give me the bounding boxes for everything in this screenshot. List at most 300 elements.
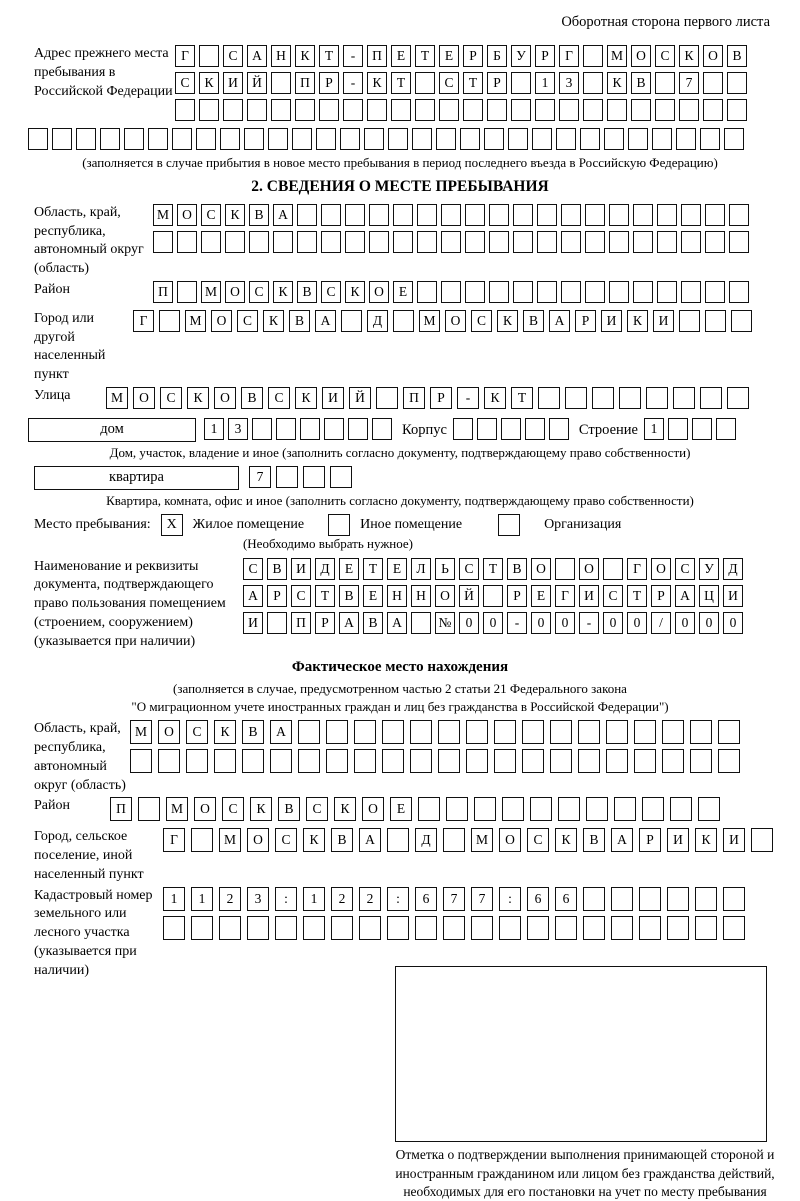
char-box[interactable]: В	[249, 204, 269, 226]
char-box[interactable]	[201, 231, 221, 253]
char-box[interactable]: -	[457, 387, 479, 409]
char-box[interactable]	[690, 720, 712, 744]
char-box[interactable]	[662, 749, 684, 773]
char-box[interactable]	[438, 749, 460, 773]
char-box[interactable]	[513, 281, 533, 303]
char-box[interactable]	[465, 231, 485, 253]
char-box[interactable]	[494, 720, 516, 744]
char-box[interactable]	[646, 387, 668, 409]
char-box[interactable]	[535, 99, 555, 121]
char-box[interactable]: №	[435, 612, 455, 634]
char-box[interactable]: В	[242, 720, 264, 744]
char-box[interactable]: Р	[267, 585, 287, 607]
char-box[interactable]	[340, 128, 360, 150]
char-box[interactable]: В	[278, 797, 300, 821]
char-box[interactable]: В	[583, 828, 605, 852]
char-box[interactable]	[716, 418, 736, 440]
char-box[interactable]: К	[263, 310, 284, 332]
char-box[interactable]: А	[675, 585, 695, 607]
char-box[interactable]: Р	[651, 585, 671, 607]
char-box[interactable]	[393, 204, 413, 226]
char-box[interactable]	[668, 418, 688, 440]
char-box[interactable]	[611, 916, 633, 940]
char-box[interactable]: О	[499, 828, 521, 852]
char-box[interactable]	[513, 231, 533, 253]
char-box[interactable]	[681, 231, 701, 253]
char-box[interactable]	[124, 128, 144, 150]
char-box[interactable]: Р	[487, 72, 507, 94]
char-box[interactable]	[214, 749, 236, 773]
char-box[interactable]: И	[579, 585, 599, 607]
char-box[interactable]: -	[343, 45, 363, 67]
char-box[interactable]	[583, 887, 605, 911]
char-box[interactable]	[527, 916, 549, 940]
char-box[interactable]	[252, 418, 272, 440]
char-box[interactable]	[196, 128, 216, 150]
char-box[interactable]	[670, 797, 692, 821]
char-box[interactable]	[466, 720, 488, 744]
char-box[interactable]	[418, 797, 440, 821]
char-box[interactable]	[163, 916, 185, 940]
char-box[interactable]	[565, 387, 587, 409]
char-box[interactable]	[607, 99, 627, 121]
char-box[interactable]	[639, 887, 661, 911]
char-box[interactable]: С	[275, 828, 297, 852]
char-box[interactable]: К	[214, 720, 236, 744]
char-box[interactable]	[223, 99, 243, 121]
char-box[interactable]: М	[106, 387, 128, 409]
char-box[interactable]: В	[523, 310, 544, 332]
char-box[interactable]: С	[249, 281, 269, 303]
char-box[interactable]	[446, 797, 468, 821]
char-box[interactable]: 7	[249, 466, 271, 488]
char-box[interactable]	[718, 720, 740, 744]
char-box[interactable]: А	[273, 204, 293, 226]
char-box[interactable]	[321, 204, 341, 226]
char-box[interactable]: М	[471, 828, 493, 852]
char-box[interactable]	[583, 72, 603, 94]
char-box[interactable]: О	[362, 797, 384, 821]
char-box[interactable]	[410, 720, 432, 744]
char-box[interactable]	[583, 99, 603, 121]
char-box[interactable]: Т	[363, 558, 383, 580]
char-box[interactable]: -	[579, 612, 599, 634]
char-box[interactable]	[603, 558, 623, 580]
char-box[interactable]: 1	[191, 887, 213, 911]
char-box[interactable]	[583, 916, 605, 940]
char-box[interactable]: В	[363, 612, 383, 634]
char-box[interactable]: А	[315, 310, 336, 332]
char-box[interactable]	[441, 281, 461, 303]
char-box[interactable]	[578, 720, 600, 744]
char-box[interactable]: Й	[247, 72, 267, 94]
char-box[interactable]	[300, 418, 320, 440]
char-box[interactable]	[186, 749, 208, 773]
char-box[interactable]	[530, 797, 552, 821]
char-box[interactable]	[276, 466, 298, 488]
char-box[interactable]	[225, 231, 245, 253]
char-box[interactable]: Т	[319, 45, 339, 67]
char-box[interactable]: С	[237, 310, 258, 332]
char-box[interactable]: Т	[391, 72, 411, 94]
char-box[interactable]	[513, 204, 533, 226]
char-box[interactable]: 3	[247, 887, 269, 911]
char-box[interactable]	[537, 281, 557, 303]
char-box[interactable]	[538, 387, 560, 409]
char-box[interactable]: Р	[315, 612, 335, 634]
char-box[interactable]	[633, 281, 653, 303]
char-box[interactable]: В	[241, 387, 263, 409]
char-box[interactable]: И	[291, 558, 311, 580]
char-box[interactable]: О	[631, 45, 651, 67]
char-box[interactable]	[275, 916, 297, 940]
char-box[interactable]	[220, 128, 240, 150]
char-box[interactable]	[633, 204, 653, 226]
char-box[interactable]	[676, 128, 696, 150]
char-box[interactable]: М	[607, 45, 627, 67]
char-box[interactable]	[511, 99, 531, 121]
char-box[interactable]: Л	[411, 558, 431, 580]
char-box[interactable]: 6	[555, 887, 577, 911]
checkbox-residential[interactable]: X	[161, 514, 183, 536]
char-box[interactable]: О	[247, 828, 269, 852]
char-box[interactable]	[382, 720, 404, 744]
char-box[interactable]	[415, 916, 437, 940]
char-box[interactable]: В	[289, 310, 310, 332]
char-box[interactable]: Т	[415, 45, 435, 67]
char-box[interactable]: 0	[459, 612, 479, 634]
char-box[interactable]	[561, 281, 581, 303]
char-box[interactable]	[690, 749, 712, 773]
char-box[interactable]: М	[153, 204, 173, 226]
char-box[interactable]	[474, 797, 496, 821]
char-box[interactable]: П	[153, 281, 173, 303]
char-box[interactable]	[681, 204, 701, 226]
char-box[interactable]: Т	[315, 585, 335, 607]
char-box[interactable]	[634, 749, 656, 773]
char-box[interactable]: 0	[627, 612, 647, 634]
char-box[interactable]	[303, 466, 325, 488]
char-box[interactable]	[555, 558, 575, 580]
char-box[interactable]	[550, 749, 572, 773]
char-box[interactable]	[273, 231, 293, 253]
char-box[interactable]: Е	[363, 585, 383, 607]
char-box[interactable]	[604, 128, 624, 150]
char-box[interactable]: К	[295, 387, 317, 409]
char-box[interactable]	[298, 749, 320, 773]
char-box[interactable]: И	[723, 585, 743, 607]
char-box[interactable]	[489, 231, 509, 253]
char-box[interactable]: -	[507, 612, 527, 634]
char-box[interactable]: К	[303, 828, 325, 852]
char-box[interactable]	[606, 720, 628, 744]
char-box[interactable]: Р	[319, 72, 339, 94]
char-box[interactable]	[657, 281, 677, 303]
char-box[interactable]	[130, 749, 152, 773]
char-box[interactable]: О	[369, 281, 389, 303]
char-box[interactable]	[695, 887, 717, 911]
registration-mark-box[interactable]	[395, 966, 767, 1142]
char-box[interactable]	[443, 916, 465, 940]
char-box[interactable]	[441, 231, 461, 253]
char-box[interactable]: В	[727, 45, 747, 67]
char-box[interactable]	[276, 418, 296, 440]
char-box[interactable]: С	[603, 585, 623, 607]
char-box[interactable]	[331, 916, 353, 940]
char-box[interactable]: Е	[387, 558, 407, 580]
char-box[interactable]	[657, 204, 677, 226]
char-box[interactable]	[367, 99, 387, 121]
char-box[interactable]	[606, 749, 628, 773]
char-box[interactable]	[471, 916, 493, 940]
char-box[interactable]	[703, 99, 723, 121]
char-box[interactable]: У	[511, 45, 531, 67]
char-box[interactable]	[453, 418, 473, 440]
char-box[interactable]: Е	[391, 45, 411, 67]
char-box[interactable]: Т	[627, 585, 647, 607]
char-box[interactable]: А	[611, 828, 633, 852]
char-box[interactable]: К	[334, 797, 356, 821]
char-box[interactable]: Е	[390, 797, 412, 821]
char-box[interactable]	[729, 204, 749, 226]
char-box[interactable]	[586, 797, 608, 821]
char-box[interactable]	[501, 418, 521, 440]
char-box[interactable]: А	[549, 310, 570, 332]
char-box[interactable]	[727, 99, 747, 121]
char-box[interactable]: К	[225, 204, 245, 226]
char-box[interactable]: П	[367, 45, 387, 67]
char-box[interactable]	[369, 231, 389, 253]
char-box[interactable]: 1	[163, 887, 185, 911]
char-box[interactable]	[443, 828, 465, 852]
char-box[interactable]: П	[291, 612, 311, 634]
char-box[interactable]	[537, 231, 557, 253]
char-box[interactable]: Е	[393, 281, 413, 303]
char-box[interactable]	[657, 231, 677, 253]
char-box[interactable]	[484, 128, 504, 150]
char-box[interactable]	[522, 749, 544, 773]
char-box[interactable]	[387, 828, 409, 852]
char-box[interactable]: Е	[531, 585, 551, 607]
char-box[interactable]	[321, 231, 341, 253]
char-box[interactable]	[502, 797, 524, 821]
char-box[interactable]	[247, 916, 269, 940]
char-box[interactable]	[417, 281, 437, 303]
char-box[interactable]: М	[130, 720, 152, 744]
char-box[interactable]	[415, 99, 435, 121]
char-box[interactable]	[724, 128, 744, 150]
char-box[interactable]: А	[359, 828, 381, 852]
char-box[interactable]: С	[655, 45, 675, 67]
char-box[interactable]	[634, 720, 656, 744]
char-box[interactable]: В	[507, 558, 527, 580]
char-box[interactable]	[655, 99, 675, 121]
char-box[interactable]	[705, 204, 725, 226]
char-box[interactable]: К	[555, 828, 577, 852]
char-box[interactable]: 2	[219, 887, 241, 911]
char-box[interactable]: Д	[723, 558, 743, 580]
char-box[interactable]	[348, 418, 368, 440]
char-box[interactable]: М	[185, 310, 206, 332]
char-box[interactable]: О	[158, 720, 180, 744]
char-box[interactable]: 1	[303, 887, 325, 911]
char-box[interactable]	[628, 128, 648, 150]
checkbox-organization[interactable]	[498, 514, 520, 536]
char-box[interactable]: А	[270, 720, 292, 744]
char-box[interactable]: Н	[271, 45, 291, 67]
char-box[interactable]	[609, 204, 629, 226]
char-box[interactable]: Р	[535, 45, 555, 67]
char-box[interactable]: :	[275, 887, 297, 911]
char-box[interactable]	[319, 99, 339, 121]
char-box[interactable]	[172, 128, 192, 150]
char-box[interactable]	[298, 720, 320, 744]
char-box[interactable]: 1	[204, 418, 224, 440]
char-box[interactable]	[550, 720, 572, 744]
char-box[interactable]: 3	[559, 72, 579, 94]
char-box[interactable]	[585, 231, 605, 253]
char-box[interactable]	[438, 720, 460, 744]
char-box[interactable]	[219, 916, 241, 940]
char-box[interactable]: С	[268, 387, 290, 409]
char-box[interactable]: С	[459, 558, 479, 580]
char-box[interactable]: Г	[175, 45, 195, 67]
char-box[interactable]: В	[331, 828, 353, 852]
char-box[interactable]	[751, 828, 773, 852]
char-box[interactable]	[556, 128, 576, 150]
char-box[interactable]	[159, 310, 180, 332]
char-box[interactable]: Д	[415, 828, 437, 852]
char-box[interactable]: В	[267, 558, 287, 580]
char-box[interactable]: К	[345, 281, 365, 303]
char-box[interactable]	[28, 128, 48, 150]
char-box[interactable]: И	[723, 828, 745, 852]
char-box[interactable]	[477, 418, 497, 440]
char-box[interactable]	[667, 916, 689, 940]
char-box[interactable]	[242, 749, 264, 773]
char-box[interactable]	[508, 128, 528, 150]
char-box[interactable]	[412, 128, 432, 150]
char-box[interactable]	[511, 72, 531, 94]
char-box[interactable]: А	[243, 585, 263, 607]
char-box[interactable]	[292, 128, 312, 150]
char-box[interactable]: П	[110, 797, 132, 821]
char-box[interactable]	[345, 204, 365, 226]
char-box[interactable]	[268, 128, 288, 150]
char-box[interactable]	[270, 749, 292, 773]
char-box[interactable]: П	[403, 387, 425, 409]
char-box[interactable]	[387, 916, 409, 940]
char-box[interactable]: /	[651, 612, 671, 634]
char-box[interactable]	[729, 281, 749, 303]
char-box[interactable]	[585, 204, 605, 226]
char-box[interactable]: И	[667, 828, 689, 852]
char-box[interactable]	[727, 72, 747, 94]
char-box[interactable]	[705, 310, 726, 332]
char-box[interactable]: И	[243, 612, 263, 634]
char-box[interactable]: Ц	[699, 585, 719, 607]
char-box[interactable]	[369, 204, 389, 226]
char-box[interactable]	[639, 916, 661, 940]
char-box[interactable]: О	[435, 585, 455, 607]
char-box[interactable]: С	[223, 45, 243, 67]
char-box[interactable]	[703, 72, 723, 94]
char-box[interactable]	[297, 204, 317, 226]
char-box[interactable]	[465, 204, 485, 226]
char-box[interactable]	[723, 887, 745, 911]
char-box[interactable]: Е	[339, 558, 359, 580]
char-box[interactable]: К	[295, 45, 315, 67]
char-box[interactable]	[662, 720, 684, 744]
char-box[interactable]: О	[579, 558, 599, 580]
char-box[interactable]	[558, 797, 580, 821]
char-box[interactable]	[415, 72, 435, 94]
char-box[interactable]: Р	[575, 310, 596, 332]
char-box[interactable]: К	[187, 387, 209, 409]
char-box[interactable]	[177, 231, 197, 253]
char-box[interactable]	[417, 204, 437, 226]
char-box[interactable]: 0	[603, 612, 623, 634]
char-box[interactable]	[376, 387, 398, 409]
char-box[interactable]: 6	[415, 887, 437, 911]
char-box[interactable]: И	[322, 387, 344, 409]
char-box[interactable]	[727, 387, 749, 409]
char-box[interactable]: 7	[679, 72, 699, 94]
char-box[interactable]	[692, 418, 712, 440]
char-box[interactable]: К	[497, 310, 518, 332]
char-box[interactable]	[561, 204, 581, 226]
char-box[interactable]	[483, 585, 503, 607]
char-box[interactable]	[393, 310, 414, 332]
char-box[interactable]: С	[291, 585, 311, 607]
char-box[interactable]	[466, 749, 488, 773]
char-box[interactable]: Т	[483, 558, 503, 580]
char-box[interactable]	[611, 887, 633, 911]
char-box[interactable]	[364, 128, 384, 150]
char-box[interactable]	[537, 204, 557, 226]
char-box[interactable]	[580, 128, 600, 150]
char-box[interactable]	[700, 128, 720, 150]
char-box[interactable]: О	[133, 387, 155, 409]
char-box[interactable]	[463, 99, 483, 121]
char-box[interactable]: Н	[411, 585, 431, 607]
char-box[interactable]: А	[247, 45, 267, 67]
char-box[interactable]: Е	[439, 45, 459, 67]
char-box[interactable]: 7	[471, 887, 493, 911]
char-box[interactable]	[52, 128, 72, 150]
char-box[interactable]	[175, 99, 195, 121]
char-box[interactable]	[561, 231, 581, 253]
char-box[interactable]: С	[439, 72, 459, 94]
char-box[interactable]: С	[321, 281, 341, 303]
char-box[interactable]	[679, 99, 699, 121]
char-box[interactable]	[499, 916, 521, 940]
char-box[interactable]	[271, 72, 291, 94]
char-box[interactable]	[631, 99, 651, 121]
char-box[interactable]: А	[387, 612, 407, 634]
char-box[interactable]	[199, 99, 219, 121]
char-box[interactable]: К	[273, 281, 293, 303]
char-box[interactable]	[652, 128, 672, 150]
char-box[interactable]	[326, 749, 348, 773]
char-box[interactable]: К	[679, 45, 699, 67]
char-box[interactable]: В	[297, 281, 317, 303]
char-box[interactable]: Г	[627, 558, 647, 580]
char-box[interactable]: О	[177, 204, 197, 226]
char-box[interactable]	[609, 281, 629, 303]
char-box[interactable]: Д	[367, 310, 388, 332]
char-box[interactable]	[76, 128, 96, 150]
